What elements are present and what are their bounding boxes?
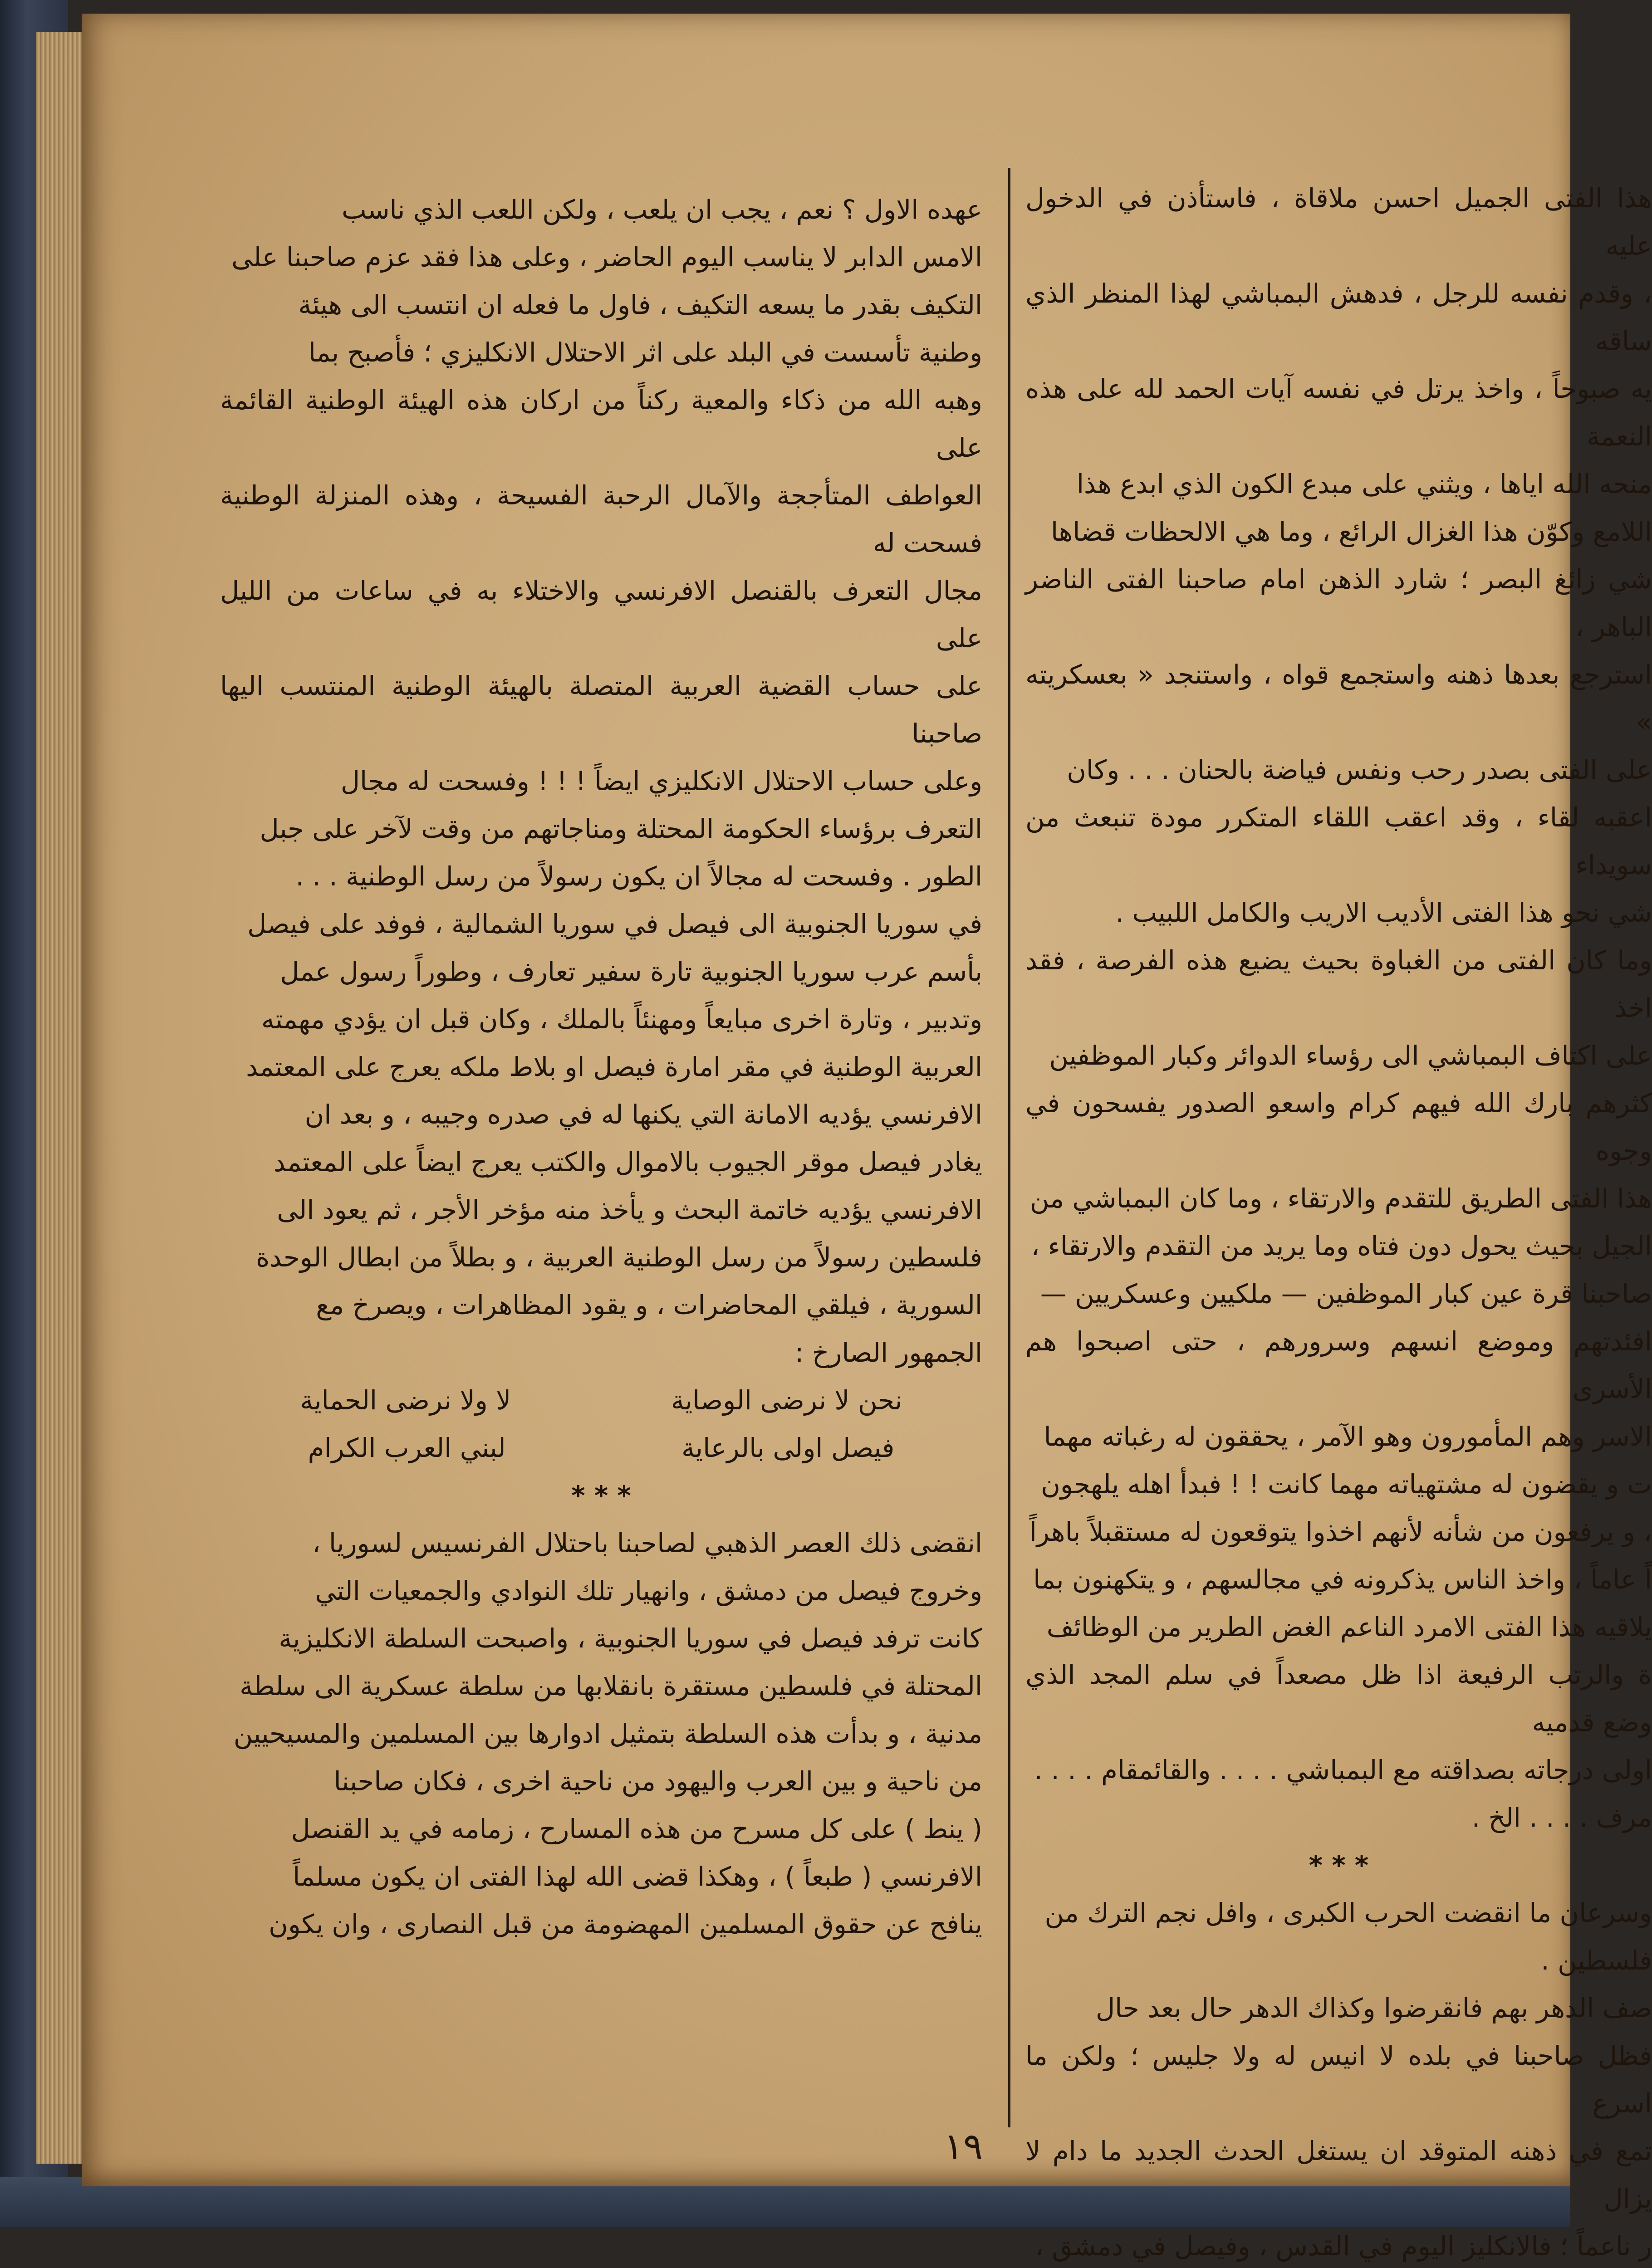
text-line: الامس الدابر لا يناسب اليوم الحاضر ، وعلى هذا فقد عزم صاحبنا على xyxy=(231,242,982,273)
text-line: يه صبوحاً ، واخذ يرتل في نفسه آيات الحمد لله على هذه النعمة xyxy=(1025,373,1652,452)
text-line: تمع في ذهنه المتوقد ان يستغل الحدث الجديد ما دام لا يزال xyxy=(1025,2136,1652,2214)
text-line: ، وقدم نفسه للرجل ، فدهش البمباشي لهذا المنظر الذي ساقه xyxy=(1025,278,1652,357)
text-line: بأسم عرب سوريا الجنوبية تارة سفير تعارف ، وطوراً رسول عمل xyxy=(280,956,982,987)
text-line: اولى درجاته بصداقته مع البمباشي . . . . والقائمقام . . . . xyxy=(1034,1755,1652,1785)
text-line: هذا الفتى الطريق للتقدم والارتقاء ، وما كان البمباشي من xyxy=(1029,1183,1652,1214)
text-line: من ناحية و بين العرب واليهود من ناحية اخرى ، فكان صاحبنا xyxy=(333,1766,982,1797)
text-line: فظل صاحبنا في بلده لا انيس له ولا جليس ؛ ولكن ما اسرع xyxy=(1025,2040,1652,2119)
text-line: العواطف المتأججة والآمال الرحبة الفسيحة ، وهذه المنزلة الوطنية فسحت له xyxy=(220,480,982,558)
left-column xyxy=(220,186,982,1948)
text-line: مرف . . . . الخ . xyxy=(1471,1802,1652,1833)
column-divider xyxy=(1008,168,1010,2127)
text-line: ت و يقضون له مشتهياته مهما كانت ! ! فبدأ اهله يلهجون xyxy=(1041,1469,1652,1500)
text-line: مجال التعرف بالقنصل الافرنسي والاختلاء به في ساعات من الليل على xyxy=(220,575,982,654)
poem-verse xyxy=(220,1377,982,1424)
text-line: هذا الفتى الجميل احسن ملاقاة ، فاستأذن في الدخول عليه xyxy=(1025,183,1652,261)
text-line: وهبه الله من ذكاء والمعية ركناً من اركان هذه الهيئة الوطنية القائمة على xyxy=(220,385,982,463)
text-line: ينافح عن حقوق المسلمين المهضومة من قبل النصارى ، وان يكون xyxy=(269,1909,982,1940)
text-line: الجيل بحيث يحول دون فتاه وما يريد من التقدم والارتقاء ، xyxy=(1031,1231,1652,1261)
text-line: التعرف برؤساء الحكومة المحتلة ومناجاتهم من وقت لآخر على جبل xyxy=(260,813,982,844)
text-line: الافرنسي يؤديه خاتمة البحث و يأخذ منه مؤخر الأجر ، ثم يعود الى xyxy=(277,1194,982,1225)
text-line: ، و يرفعون من شأنه لأنهم اخذوا يتوقعون له مستقبلاً باهراً xyxy=(1029,1516,1652,1547)
text-line: الطور . وفسحت له مجالاً ان يكون رسولاً من رسل الوطنية . . . xyxy=(295,861,982,892)
text-line: عهده الاول ؟ نعم ، يجب ان يلعب ، ولكن اللعب الذي ناسب xyxy=(342,194,982,225)
text-line: على حساب القضية العربية المتصلة بالهيئة الوطنية المنتسب اليها صاحبنا xyxy=(220,670,982,749)
text-line: الجمهور الصارخ : xyxy=(794,1337,982,1368)
text-line: صف الدهر بهم فانقرضوا وكذاك الدهر حال بعد حال xyxy=(1096,1993,1652,2024)
book-page xyxy=(82,14,1652,2262)
text-line: ة والرتب الرفيعة اذا ظل مصعداً في سلم المجد الذي وضع قدميه xyxy=(1025,1659,1652,1738)
poem-hemistich: لا ولا نرضى الحماية xyxy=(300,1385,511,1416)
text-line: ( ينط ) على كل مسرح من هذه المسارح ، زمامه في يد القنصل xyxy=(291,1813,982,1844)
text-line: الافرنسي ( طبعاً ) ، وهكذا قضى الله لهذا الفتى ان يكون مسلماً xyxy=(293,1861,982,1892)
text-line: الاسر وهم المأمورون وهو الآمر ، يحققون له رغباته مهما xyxy=(1044,1421,1652,1452)
section-separator: * * * xyxy=(1309,1850,1369,1881)
text-line: وتدبير ، وتارة اخرى مبايعاً ومهنئاً بالملك ، وكان قبل ان يؤدي مهمته xyxy=(261,1004,982,1035)
text-line: وعلى حساب الاحتلال الانكليزي ايضاً ! ! ! وفسحت له مجال xyxy=(340,766,982,797)
text-line: شي نحو هذا الفتى الأديب الاريب والكامل اللبيب . xyxy=(1115,897,1652,928)
text-line: وخروج فيصل من دمشق ، وانهيار تلك النوادي والجمعيات التي xyxy=(315,1575,982,1606)
text-line: كانت ترفد فيصل في سوريا الجنوبية ، واصبحت السلطة الانكليزية xyxy=(279,1623,982,1654)
text-line: على الفتى بصدر رحب ونفس فياضة بالحنان . . . وكان xyxy=(1067,754,1652,785)
page-number: ١٩ xyxy=(944,2125,983,2167)
text-line: يلاقيه هذا الفتى الامرد الناعم الغض الطرير من الوظائف xyxy=(1046,1612,1652,1642)
text-line: اً عاماً ، واخذ الناس يذكرونه في مجالسهم ، و يتكهنون بما xyxy=(1033,1564,1652,1595)
text-line: على اكتاف البمباشي الى رؤساء الدوائر وكبار الموظفين xyxy=(1049,1040,1652,1071)
text-line: صاحبنا قرة عين كبار الموظفين — ملكيين وعسكريين — xyxy=(1040,1278,1652,1309)
poem-verse xyxy=(220,1424,982,1472)
text-line: وطنية تأسست في البلد على اثر الاحتلال الانكليزي ؛ فأصبح بما xyxy=(308,337,982,368)
text-line: شي زائغ البصر ؛ شارد الذهن امام صاحبنا الفتى الناضر الباهر ، xyxy=(1025,564,1652,642)
text-line: انقضى ذلك العصر الذهبي لصاحبنا باحتلال الفرنسيس لسوريا ، xyxy=(312,1528,982,1559)
poem-hemistich: فيصل اولى بالرعاية xyxy=(681,1432,895,1463)
text-line: وما كان الفتى من الغباوة بحيث يضيع هذه الفرصة ، فقد اخذ xyxy=(1025,945,1652,1023)
text-line: المحتلة في فلسطين مستقرة بانقلابها من سلطة عسكرية الى سلطة xyxy=(240,1671,982,1701)
text-line: فلسطين . xyxy=(1541,1945,1652,1976)
section-separator: * * * xyxy=(571,1480,631,1511)
text-line: التكيف بقدر ما يسعه التكيف ، فاول ما فعله ان انتسب الى هيئة xyxy=(298,289,982,320)
text-line: مدنية ، و بدأت هذه السلطة بتمثيل ادوارها بين المسلمين والمسيحيين xyxy=(233,1718,982,1749)
text-line: في سوريا الجنوبية الى فيصل في سوريا الشمالية ، فوفد على فيصل xyxy=(247,909,982,939)
page-edges xyxy=(36,32,86,2164)
text-line: اللامع وكوّن هذا الغزال الرائع ، وما هي الالحظات قضاها xyxy=(1050,516,1652,547)
text-line: الافرنسي يؤديه الامانة التي يكنها له في صدره وجيبه ، و بعد ان xyxy=(304,1099,982,1130)
text-line: يغادر فيصل موقر الجيوب بالاموال والكتب يعرج ايضاً على المعتمد xyxy=(273,1147,982,1178)
text-line: كثرهم بارك الله فيهم كرام واسعو الصدور يفسحون في وجوه xyxy=(1025,1088,1652,1166)
text-line: اعقبه لقاء ، وقد اعقب اللقاء المتكرر مودة تنبعث من سويداء xyxy=(1025,802,1652,880)
text-line: السورية ، فيلقي المحاضرات ، و يقود المظاهرات ، ويصرخ مع xyxy=(316,1290,982,1320)
text-line: منحه الله اياها ، ويثني على مبدع الكون الذي ابدع هذا xyxy=(1076,469,1652,499)
text-line: استرجع بعدها ذهنه واستجمع قواه ، واستنجد « بعسكريته » xyxy=(1025,659,1652,738)
poem-hemistich: نحن لا نرضى الوصاية xyxy=(671,1385,902,1416)
text-line: العربية الوطنية في مقر امارة فيصل او بلاط ملكه يعرج على المعتمد xyxy=(246,1051,982,1082)
text-line: وسرعان ما انقضت الحرب الكبرى ، وافل نجم الترك من xyxy=(1044,1897,1652,1928)
text-line: افئدتهم وموضع انسهم وسرورهم ، حتى اصبحوا هم الأسرى xyxy=(1025,1326,1652,1404)
right-column xyxy=(1025,175,1652,2268)
text-line: فلسطين رسولاً من رسل الوطنية العربية ، و بطلاً من ابطال الوحدة xyxy=(256,1242,982,1273)
text-line: ر ناعماً ؛ فالانكليز اليوم في القدس ، وفيصل في دمشق ، xyxy=(1035,2231,1652,2262)
poem-hemistich: لبني العرب الكرام xyxy=(308,1432,506,1463)
